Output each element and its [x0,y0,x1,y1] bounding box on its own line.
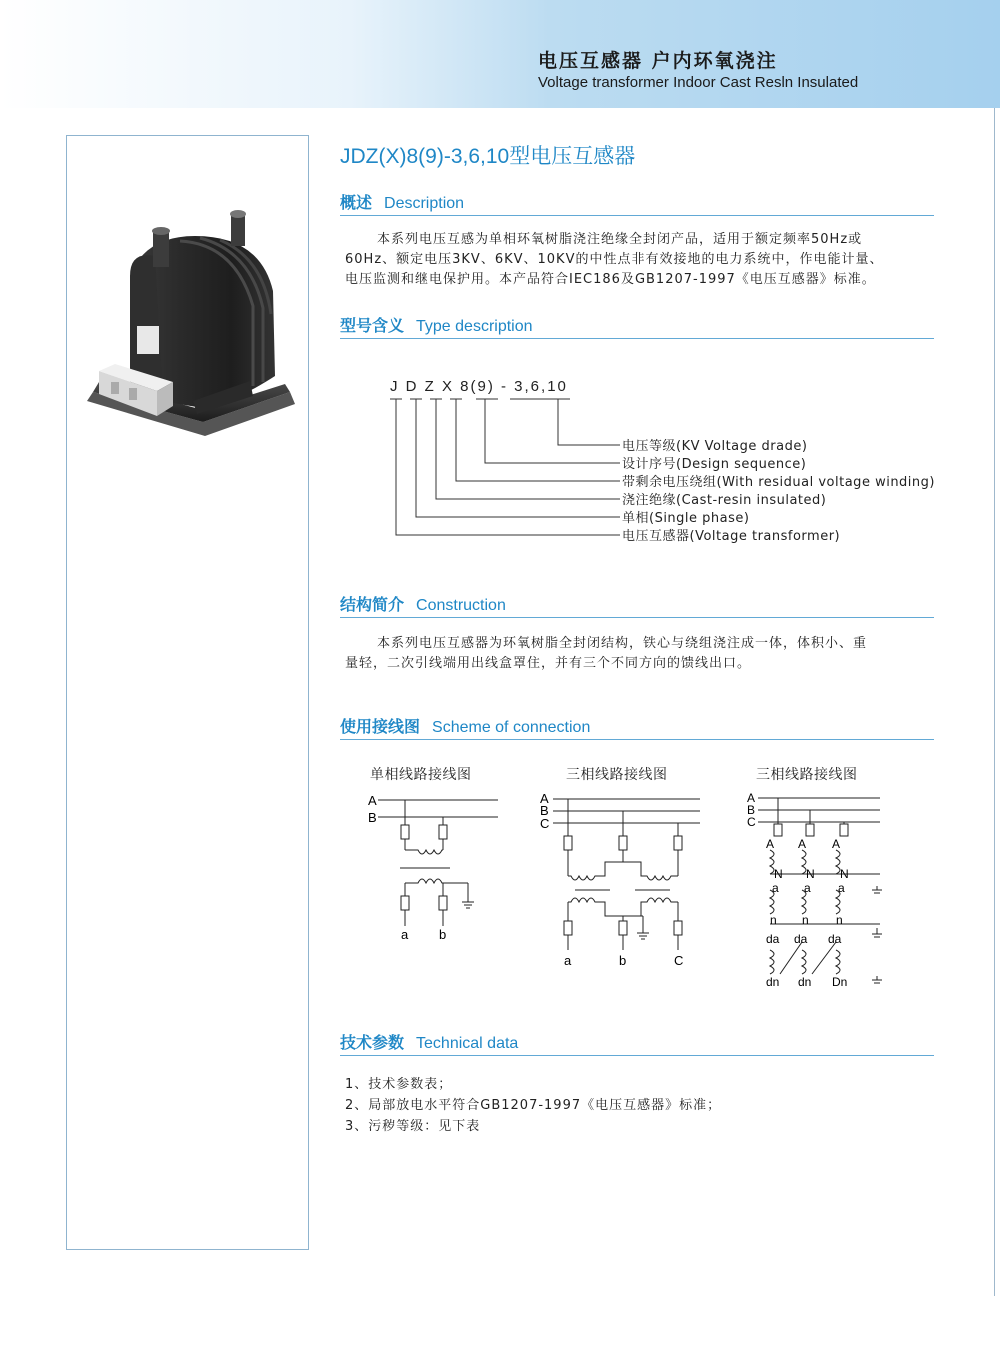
d2-phase-c: C [540,816,550,831]
d3-pb-2: N [806,867,815,881]
d2-phase-b: B [540,803,549,818]
photo-panel [66,135,309,1250]
technical-item: 1、技术参数表； [345,1077,453,1092]
d3-rt-2: da [794,932,808,946]
header-title-cn: 电压互感器 户内环氧浇注 [538,50,778,72]
section-type-en: Type description [416,318,533,335]
d3-sb-2: n [802,913,809,927]
description-line: 60Hz、额定电压3KV、6KV、10KV的中性点非有效接地的电力系统中，作电能计量、 [345,252,884,267]
d3-st-2: a [804,881,811,895]
leader-cast [436,399,620,499]
header-watermark [300,82,305,99]
technical-list [345,1074,721,1137]
section-description [340,190,934,216]
section-scheme-cn: 使用接线图 [340,719,421,736]
d3-pb-3: N [840,867,849,881]
section-type-cn: 型号含义 [340,318,405,335]
type-item: 电压等级(KV Voltage drade) [622,439,808,454]
d3-pb-1: N [774,867,783,881]
d2-out-a: a [564,953,572,968]
type-item: 单相(Single phase) [622,511,750,526]
d2-out-b: b [619,953,627,968]
leader-vt [396,399,620,535]
header-band [0,0,1000,108]
type-item: 浇注绝缘(Cast-resin insulated) [622,493,827,508]
type-items [622,438,935,546]
diagram-2-title: 三相线路接线图 [566,767,668,783]
diagram-3-title: 三相线路接线图 [756,767,858,783]
leader-design [476,399,620,463]
type-item: 带剩余电压绕组(With residual voltage winding) [622,475,935,490]
section-scheme [340,714,934,740]
description-line: 本系列电压互感为单相环氧树脂浇注绝缘全封闭产品，适用于额定频率50Hz或 [377,232,863,247]
d3-sb-3: n [836,913,843,927]
type-leader-lines [380,395,630,545]
section-scheme-en: Scheme of connection [432,719,591,736]
section-construction [340,592,934,618]
d3-rt-3: da [828,932,842,946]
d3-phase-b: B [747,803,756,817]
section-type [340,313,934,339]
d3-rt-1: da [766,932,780,946]
diagram-3 [740,790,890,990]
leader-voltage [510,399,620,445]
diagram-2 [535,790,710,975]
section-technical [340,1030,934,1056]
d1-phase-b: B [368,810,377,825]
d1-phase-a: A [368,793,377,808]
model-code: J D Z X 8(9) - 3,6,10 [390,378,568,395]
d3-sb-1: n [770,913,777,927]
d3-phase-a: A [747,791,756,805]
d3-rb-2: dn [798,975,812,989]
d2-phase-a: A [540,791,549,806]
section-technical-en: Technical data [416,1035,519,1052]
section-construction-en: Construction [416,597,506,614]
description-line: 电压监测和继电保护用。本产品符合IEC186及GB1207-1997《电压互感器》标准。 [345,272,876,287]
d3-rb-1: dn [766,975,780,989]
product-photo [85,196,295,446]
type-item: 设计序号(Design sequence) [622,457,807,472]
section-description-cn: 概述 [340,195,373,212]
d3-st-1: a [772,881,779,895]
d3-pt-3: A [832,837,841,851]
diagram-1 [360,790,510,950]
construction-text [345,634,937,674]
type-item: 电压互感器(Voltage transformer) [622,529,841,544]
technical-item: 3、污秽等级：见下表 [345,1119,481,1134]
d3-st-3: a [838,881,845,895]
d1-out-a: a [401,927,409,942]
description-text [345,230,937,290]
leader-residual [456,399,620,481]
d1-out-b: b [439,927,447,942]
product-title: JDZ(X)8(9)-3,6,10型电压互感器 [340,145,636,168]
d3-pt-2: A [798,837,807,851]
section-description-en: Description [384,195,465,212]
d3-phase-c: C [747,815,756,829]
d3-rb-3: Dn [832,975,848,989]
page-bottom [0,1296,1000,1356]
section-technical-cn: 技术参数 [340,1035,405,1052]
header-title-en: Voltage transformer Indoor Cast Resln Insulated [538,74,859,91]
construction-line: 量轻，二次引线端用出线盒罩住，并有三个不同方向的馈线出口。 [345,656,752,671]
d2-out-c: C [674,953,684,968]
technical-item: 2、局部放电水平符合GB1207-1997《电压互感器》标准； [345,1098,722,1113]
construction-line: 本系列电压互感器为环氧树脂全封闭结构，铁心与绕组浇注成一体，体积小、重 [377,636,868,651]
d3-pt-1: A [766,837,775,851]
section-construction-cn: 结构简介 [340,597,405,614]
diagram-1-title: 单相线路接线图 [370,767,472,783]
